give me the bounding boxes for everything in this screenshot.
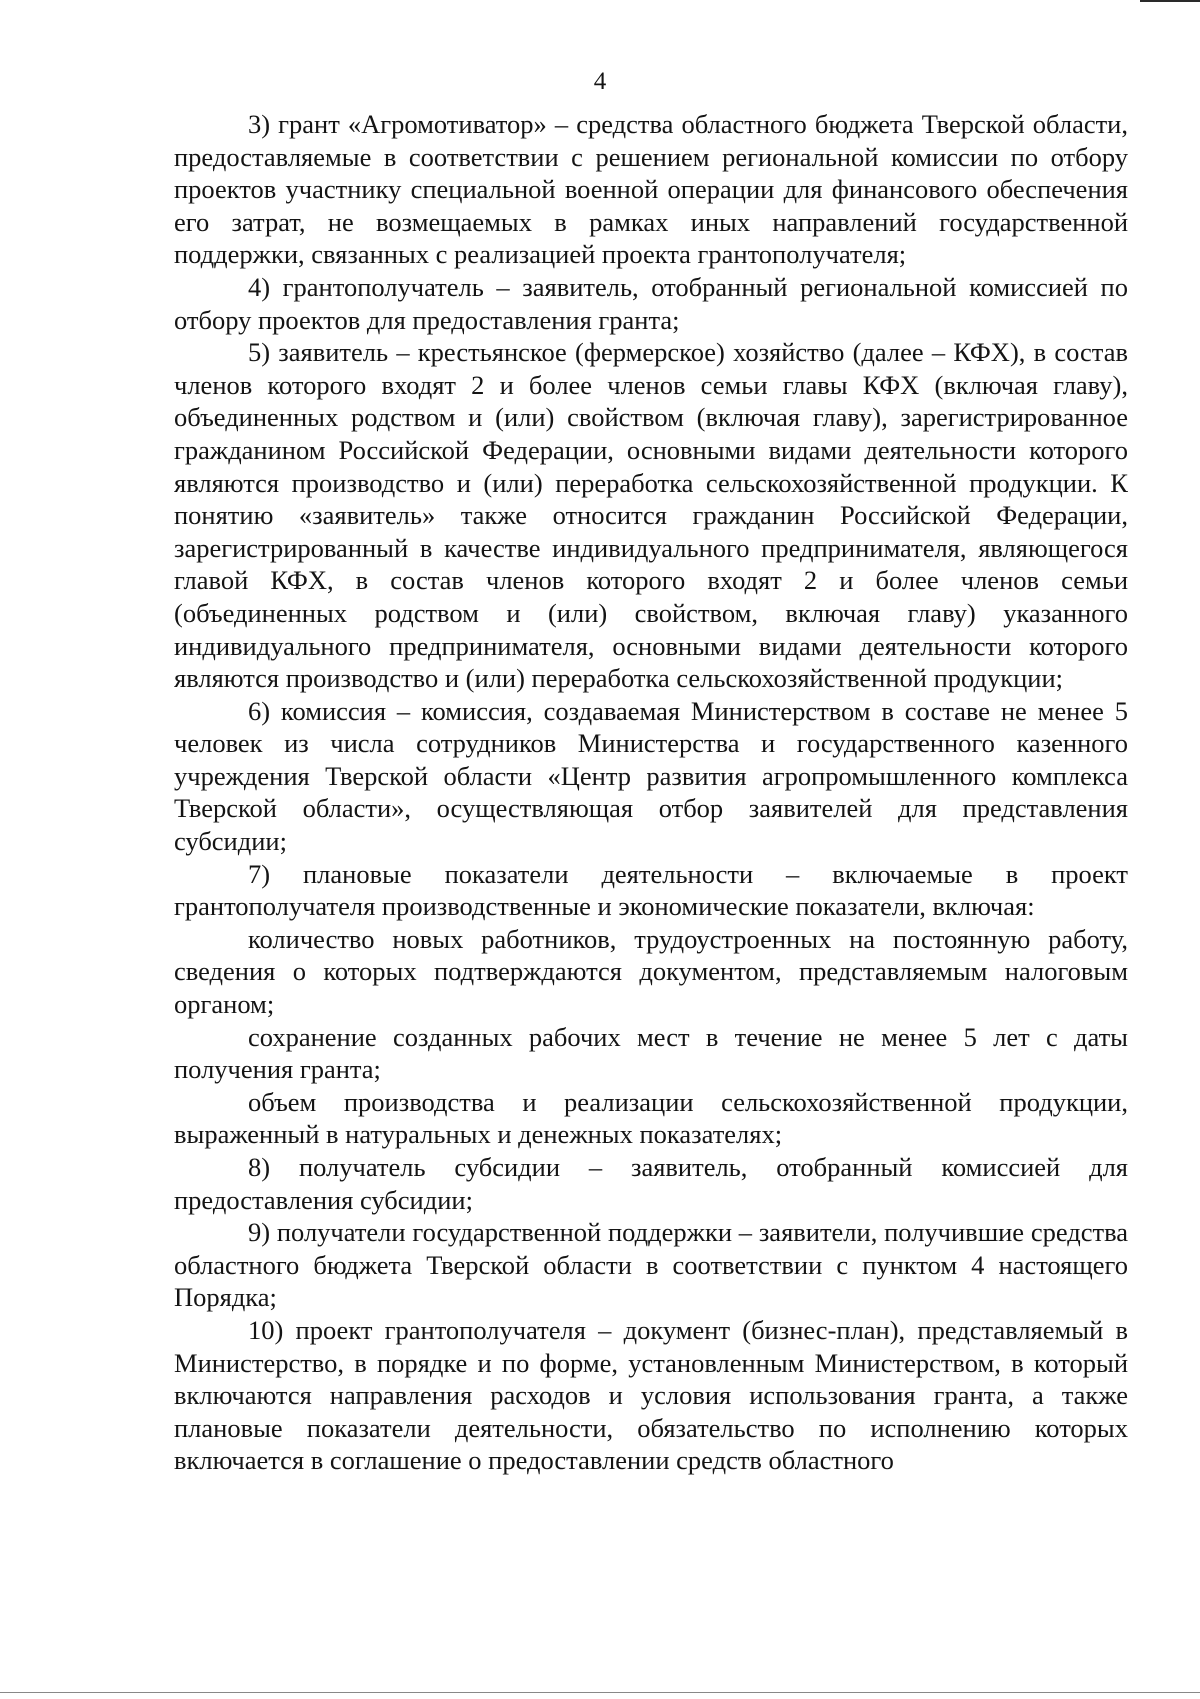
paragraph-item-10: 10) проект грантополучателя – документ (бизнес-план), представляемый в Министерство, в порядке и по форме, установленным Министерством, в который включаются направления расходов и условия использования гранта, а также плановые показатели деятельности, обязательство по исполнению которых включается в соглашение о предоставлении средств областного [174,1314,1128,1476]
paragraph-item-7: 7) плановые показатели деятельности – включаемые в проект грантополучателя производственные и экономические показатели, включая: [174,858,1128,922]
paragraph-item-6: 6) комиссия – комиссия, создаваемая Министерством в составе не менее 5 человек из числа сотрудников Министерства и государственного казенного учреждения Тверской области «Центр развития агропромышленного комплекса Тверской области», осуществляющая отбор заявителей для представления субсидии; [174,695,1128,857]
paragraph-indicator-new-workers: количество новых работников, трудоустроенных на постоянную работу, сведения о которых подтверждаются документом, представляемым налоговым органом; [174,923,1128,1020]
paragraph-item-8: 8) получатель субсидии – заявитель, отобранный комиссией для предоставления субсидии; [174,1152,1128,1215]
page-number: 4 [593,68,607,95]
paragraph-indicator-production-volume: объем производства и реализации сельскохозяйственной продукции, выраженный в натуральных и денежных показателях; [174,1086,1128,1150]
paragraph-item-3: 3) грант «Агромотиватор» – средства областного бюджета Тверской области, предоставляемые в соответствии с решением региональной комиссии по отбору проектов участнику специальной военной операции для финансового обеспечения его затрат, не возмещаемых в рамках иных направлений государственной поддержки, связанных с реализацией проекта грантополучателя; [174,109,1128,270]
paragraph-item-4: 4) грантополучатель – заявитель, отобранный региональной комиссией по отбору проектов для предоставления гранта; [174,271,1128,335]
scan-edge-top [1140,0,1200,2]
paragraph-item-5: 5) заявитель – крестьянское (фермерское) хозяйство (далее – КФХ), в состав членов которого входят 2 и более членов семьи главы КФХ (включая главу), объединенных родством и (или) свойством (включая главу), зарегистрированное гражданином Российской Федерации, основными видами деятельности которого являются производство и (или) переработка сельскохозяйственной продукции. К понятию «заявитель» также относится гражданин Российской Федерации, зарегистрированный в качестве индивидуального предпринимателя, являющегося главой КФХ, в состав членов которого входят 2 и более членов семьи (объединенных родством и (или) свойством, включая главу) указанного индивидуального предпринимателя, основными видами деятельности которого являются производство и (или) переработка сельскохозяйственной продукции; [174,337,1128,694]
paragraph-indicator-job-retention: сохранение созданных рабочих мест в течение не менее 5 лет с даты получения гранта; [174,1021,1128,1085]
paragraph-item-9: 9) получатели государственной поддержки – заявители, получившие средства областного бюджета Тверской области в соответствии с пунктом 4 настоящего Порядка; [174,1217,1128,1313]
scan-edge-bottom [0,1692,1200,1693]
document-body [174,108,1128,1477]
